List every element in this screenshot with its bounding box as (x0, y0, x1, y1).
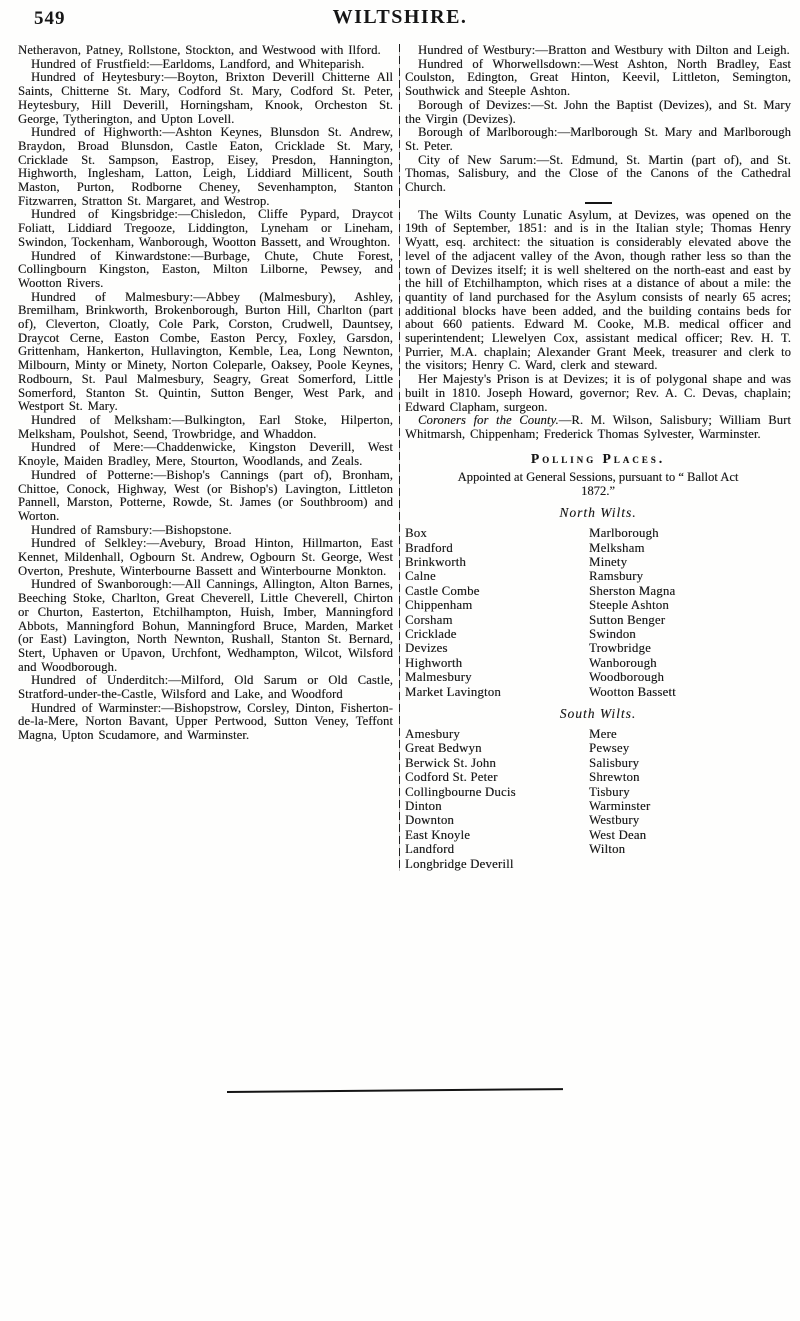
polling-place: Steeple Ashton (589, 598, 669, 613)
polling-place: Great Bedwyn (405, 741, 482, 756)
two-column-text-block (18, 44, 791, 871)
north-wilts-list (405, 526, 791, 699)
polling-place: Shrewton (589, 770, 640, 785)
hundred-paragraph: Hundred of Swanborough:—All Cannings, Allington, Alton Barnes, Beeching Stoke, Charlton, Great Cheverell, Little Cheverell, Chirton or Churton, Easterton, Etchilhampton, Huish, Imber, Manningford Abbots, Manningford Bohun, Manningford Bruce, Marden, Market (or East) Lavington, North Newnton, Rushall, Stanton St. Bernard, Stert, Uphaven or Upavon, Urchfont, Wedhampton, Wilcot, Wilsford and Woodborough. (18, 577, 393, 674)
column-divider-line (399, 44, 400, 871)
polling-place: Melksham (589, 540, 645, 555)
hundred-paragraph: Hundred of Heytesbury:—Boyton, Brixton Deverill Chitterne All Saints, Chitterne St. Mary, Codford St. Mary, Codford St. Peter, Heytesbury, Hill Deverill, Horningsham, Knook, Orcheston St. George, Tytherington, and Upton Lovell. (18, 70, 393, 126)
page-number: 549 (34, 8, 66, 29)
hundred-paragraph: Hundred of Potterne:—Bishop's Cannings (part of), Bronham, Chittoe, Conock, Highway, West (or Bishop's) Lavington, Littleton Pannell, Marston, Potterne, Rowde, St. James (or Southbroom) and Worton. (18, 467, 393, 523)
south-wilts-column-1 (405, 727, 589, 871)
north-wilts-column-2 (589, 526, 676, 699)
polling-place: Westbury (589, 813, 640, 828)
polling-place: Calne (405, 569, 436, 584)
hundred-paragraph: Hundred of Malmesbury:—Abbey (Malmesbury), Ashley, Bremilham, Brinkworth, Brokenborough, Burton Hill, Charlton (part of), Cleverton, Cloatly, Cole Park, Corston, Crudwell, Dauntsey, Draycot Cerne, Easton Combe, Easton Percy, Foxley, Garsdon, Grittenham, Hankerton, Hullavington, Kemble, Lea, Long Newnton, Milbourn, Minty or Minety, Norton Coleparle, Oaksey, Poole Keynes, Rodbourn, St. Paul Malmesbury, Seagry, Great Somerford, Little Somerford, Stanton St. Quintin, Sutton Benger, West Park, and Westport St. Mary. (18, 289, 393, 414)
coroners-paragraph (405, 414, 791, 441)
polling-place: Trowbridge (589, 641, 651, 656)
polling-place: Sherston Magna (589, 583, 676, 598)
polling-place: Woodborough (589, 670, 665, 685)
hundred-paragraph: City of New Sarum:—St. Edmund, St. Martin (part of), and St. Thomas, Salisbury, and the Close of the Canons of the Cathedral Church. (405, 152, 791, 195)
polling-place: Sutton Benger (589, 612, 666, 627)
hundred-paragraph: Hundred of Melksham:—Bulkington, Earl Stoke, Hilperton, Melksham, Poulshot, Seend, Trowbridge, and Whaddon. (18, 412, 393, 441)
hundred-paragraph: Borough of Devizes:—St. John the Baptist (Devizes), and St. Mary the Virgin (Devizes). (405, 97, 791, 126)
polling-place: Downton (405, 813, 455, 828)
south-wilts-heading: South Wilts. (559, 705, 637, 721)
polling-place: Longbridge Deverill (405, 856, 514, 871)
polling-place: East Knoyle (405, 827, 471, 842)
hundred-paragraph: Hundred of Underditch:—Milford, Old Sarum or Old Castle, Stratford-under-the-Castle, Wilsford and Lake, and Woodford (18, 673, 393, 702)
polling-place: Dinton (405, 799, 442, 813)
hundred-paragraph: Hundred of Westbury:—Bratton and Westbury with Dilton and Leigh. (418, 43, 790, 57)
polling-place: Marlborough (589, 526, 659, 541)
polling-place: Warminster (589, 799, 651, 813)
polling-place: Bradford (405, 540, 453, 555)
hundred-paragraph: Netheravon, Patney, Rollstone, Stockton, and Westwood with Ilford. (18, 43, 381, 57)
polling-place: Wanborough (589, 655, 657, 670)
hundred-paragraph: Hundred of Kinwardstone:—Burbage, Chute, Chute Forest, Collingbourn Kingston, Easton, Milton Lilborne, Pewsey, and Wootton Rivers. (18, 248, 393, 290)
polling-place: Berwick St. John (405, 755, 496, 770)
hundred-paragraph: Hundred of Selkley:—Avebury, Broad Hinton, Hillmarton, East Kennet, Mildenhall, Ogbourn St. Andrew, Ogbourn St. George, West Overton, Preshute, Winterbourne Bassett and Winterbourne Monkton. (18, 536, 393, 578)
north-wilts-column-1 (405, 526, 589, 699)
polling-place: Swindon (589, 626, 636, 641)
polling-place: Malmesbury (405, 670, 472, 685)
polling-place: West Dean (589, 827, 647, 842)
polling-places-note: Appointed at General Sessions, pursuant to “ Ballot Act 1872.” (457, 469, 739, 498)
bottom-rule-line (227, 1088, 563, 1093)
polling-place: Salisbury (589, 755, 640, 770)
coroners-names: —R. M. Wilson, Salisbury; William Burt Whitmarsh, Chippenham; Frederick Thomas Sylvester, Warminster. (405, 413, 791, 441)
hundred-paragraph: Hundred of Ramsbury:—Bishopstone. (31, 522, 232, 537)
hundred-paragraph: Hundred of Mere:—Chaddenwicke, Kingston Deverill, West Knoyle, Maiden Bradley, Mere, Stourton, Woodlands, and Zeals. (18, 440, 393, 469)
polling-place: Box (405, 526, 427, 541)
polling-place: Corsham (405, 612, 453, 627)
prison-paragraph: Her Majesty's Prison is at Devizes; it is of polygonal shape and was built in 1810. Joseph Howard, governor; Rev. A. C. Devas, chaplain; Edward Clapham, surgeon. (405, 372, 791, 414)
hundred-paragraph: Hundred of Warminster:—Bishopstrow, Corsley, Dinton, Fisherton-de-la-Mere, Norton Bavant, Upper Pertwood, Sutton Veney, Teffont Magna, Upton Scudamore, and Warminster. (18, 700, 393, 743)
polling-place: Chippenham (405, 598, 473, 613)
polling-place: Brinkworth (405, 554, 467, 569)
polling-place: Wootton Bassett (589, 684, 676, 699)
polling-place: Landford (405, 842, 455, 857)
hundred-paragraph: Hundred of Kingsbridge:—Chisledon, Cliffe Pypard, Draycot Foliatt, Liddiard Tregooze, Liddington, Lyneham or Lineham, Swindon, Tockenham, Wanborough, Wootton Bassett, and Wroughton. (18, 207, 393, 249)
hundred-paragraph: Hundred of Whorwellsdown:—West Ashton, North Bradley, East Coulston, Edington, Great Hinton, Keevil, Littleton, Semington, Southwick and Steeple Ashton. (405, 56, 791, 99)
south-wilts-list (405, 727, 791, 871)
hundreds-boroughs-list (405, 44, 791, 195)
polling-place: Ramsbury (589, 569, 644, 584)
polling-place: Tisbury (589, 784, 630, 799)
section-separator-rule (585, 202, 612, 204)
polling-place: Castle Combe (405, 583, 480, 598)
right-column (405, 44, 791, 871)
polling-place: Cricklade (405, 626, 457, 641)
polling-place: Devizes (405, 641, 448, 656)
polling-place: Codford St. Peter (405, 770, 498, 785)
polling-place: Amesbury (405, 726, 460, 741)
coroners-lead-italic: Coroners for the County. (418, 413, 559, 428)
asylum-paragraph: The Wilts County Lunatic Asylum, at Devizes, was opened on the 19th of September, 1851: and is in the Italian style; Thomas Henry Wyatt, esq. architect: the situation is considerably elevated above the level of the adjacent valley of the Avon, though rather less so than the town of Devizes itself; it is well sheltered on the north-east and east by the hill of Etchilhampton, which rises at a distance of about a mile: the quantity of land purchased for the Asylum consists of nearly 65 acres; additional blocks have been added, and the building contains beds for about 660 patients. Edward M. Cooke, M.B. medical officer and superintendent; Llewelyen Cox, assistant medical officer; Rev. H. T. Purrier, M.A. chaplain; Alexander Grant Meek, treasurer and clerk to the visitors; Henry C. Ward, clerk and steward. (405, 207, 791, 373)
south-wilts-column-2 (589, 727, 650, 871)
polling-places-heading: Polling Places. (530, 450, 666, 466)
polling-place: Pewsey (589, 741, 630, 756)
page-title: WILTSHIRE. (332, 6, 468, 28)
north-wilts-heading: North Wilts. (559, 505, 637, 521)
polling-place: Highworth (405, 655, 463, 670)
left-column (18, 44, 393, 871)
polling-place: Wilton (589, 842, 626, 857)
hundred-paragraph: Hundred of Highworth:—Ashton Keynes, Blunsdon St. Andrew, Braydon, Broad Blunsdon, Castle Eaton, Cricklade St. Mary, Cricklade St. Sampson, Eastrop, Eisey, Presdon, Hannington, Highworth, Inglesham, Latton, Leigh, Liddiard Millicent, South Maston, Purton, Rodborne Cheney, Sevenhampton, Stanton Fitzwarren, Stratton St. Margaret, and Westrop. (18, 125, 393, 208)
polling-place: Collingbourne Ducis (405, 784, 516, 799)
hundred-paragraph: Hundred of Frustfield:—Earldoms, Landford, and Whiteparish. (31, 56, 365, 71)
polling-place: Minety (589, 554, 628, 569)
hundred-paragraph: Borough of Marlborough:—Marlborough St. Mary and Marlborough St. Peter. (405, 125, 791, 153)
polling-place: Mere (589, 726, 617, 741)
polling-place: Market Lavington (405, 684, 501, 699)
